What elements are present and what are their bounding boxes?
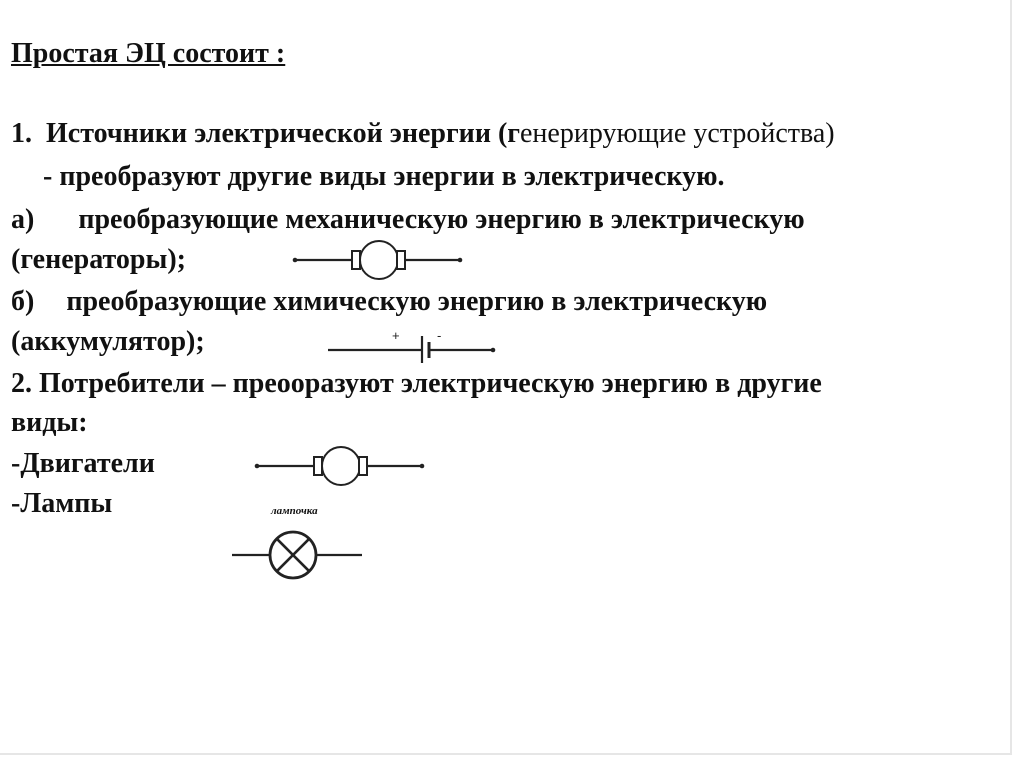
item-a-marker: а) bbox=[11, 204, 35, 235]
item-b-line1 bbox=[11, 287, 767, 317]
battery-minus-sign: - bbox=[437, 328, 442, 343]
lamp-symbol bbox=[230, 527, 365, 583]
item-a-line1 bbox=[11, 205, 805, 235]
slide-title: Простая ЭЦ состоит : bbox=[11, 38, 286, 69]
item1-line2: - преобразуют другие виды энергии в электрическую. bbox=[43, 161, 725, 192]
lamps-item: -Лампы bbox=[11, 488, 113, 519]
item1-bold-text: Источники электрической энергии (г bbox=[46, 118, 520, 149]
item-a-text: преобразующие механическую энергию в электрическую bbox=[78, 204, 805, 235]
item1-line1 bbox=[11, 119, 835, 149]
generator-symbol bbox=[290, 236, 465, 284]
lamp-label: лампочка bbox=[271, 505, 318, 517]
item1-normal-text: енерирующие устройства) bbox=[520, 118, 835, 149]
item-a-line2: (генераторы); bbox=[11, 244, 186, 275]
item-b-line2: (аккумулятор); bbox=[11, 326, 205, 357]
item2-line1: 2. Потребители – преооразуют электрическую энергию в другие bbox=[11, 368, 822, 399]
item-b-text: преобразующие химическую энергию в электрическую bbox=[66, 286, 768, 317]
item-b-marker: б) bbox=[11, 286, 35, 317]
battery-symbol bbox=[325, 325, 500, 370]
motor-symbol bbox=[252, 442, 427, 490]
battery-plus-sign: + bbox=[392, 328, 400, 343]
motors-item: -Двигатели bbox=[11, 448, 155, 479]
item2-line2: виды: bbox=[11, 407, 88, 438]
item1-number: 1. bbox=[11, 118, 32, 149]
